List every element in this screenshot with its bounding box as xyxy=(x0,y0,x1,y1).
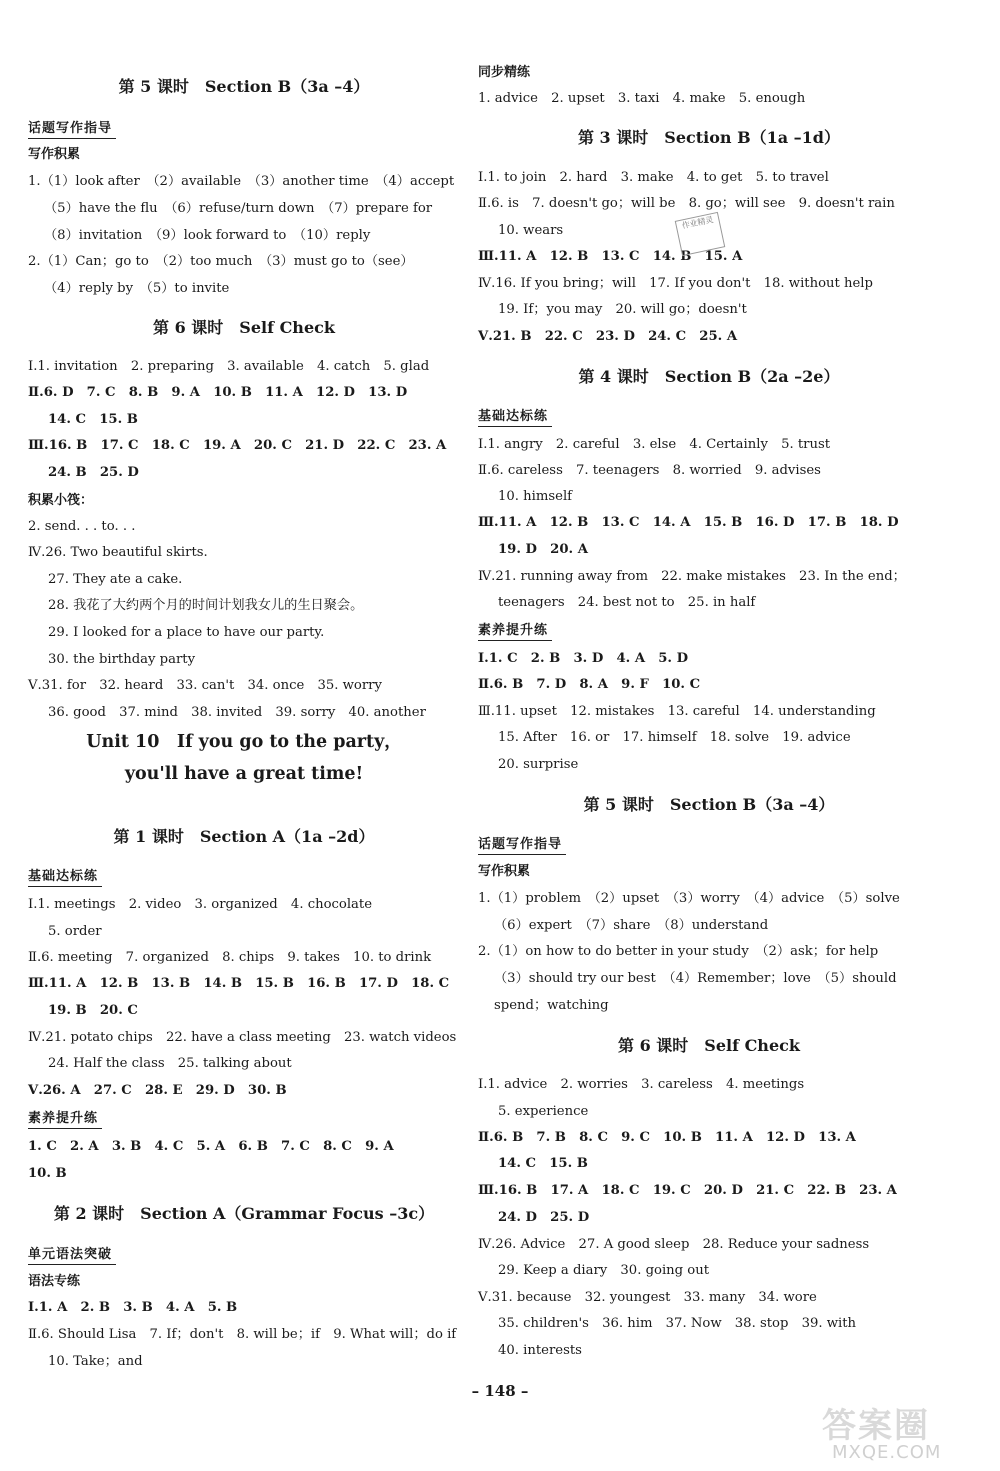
answer-line: 2.（1）Can；go to （2）too much （3）must go to（see） xyxy=(28,254,414,269)
unit-title-line1: Unit 10 If you go to the party， xyxy=(86,732,402,752)
answer-line: teenagers 24. best not to 25. in half xyxy=(498,595,756,610)
answer-line: Ⅱ.6. meeting 7. organized 8. chips 9. takes 10. to drink xyxy=(28,950,432,965)
lesson6-title: 第 6 课时 Self Check xyxy=(153,318,335,337)
answer-line: 2.（1）on how to do better in your study （2）ask；for help xyxy=(478,944,879,959)
answer-line: 19. If；you may 20. will go；doesn't xyxy=(498,302,747,317)
answer-line: Ⅱ.6. Should Lisa 7. If；don't 8. will be；if 9. What will；do if xyxy=(28,1327,457,1342)
lesson2-title: 第 2 课时 Section A（Grammar Focus –3c） xyxy=(53,1204,435,1223)
answer-line: Ⅱ.6. careless 7. teenagers 8. worried 9. advises xyxy=(478,463,821,478)
writing-guide-heading: 话题写作指导 xyxy=(478,836,566,855)
answer-line: Ⅱ.6. is 7. doesn't go；will be 8. go；will see 9. doesn't rain xyxy=(478,196,895,211)
answer-line: （5）have the flu （6）refuse/turn down （7）prepare for xyxy=(44,201,433,216)
answer-line: 36. good 37. mind 38. invited 39. sorry 40. another xyxy=(48,705,426,720)
answer-line: 27. They ate a cake. xyxy=(48,572,183,587)
answer-line: Ⅰ.1. C 2. B 3. D 4. A 5. D xyxy=(478,651,689,666)
answer-line: 24. Half the class 25. talking about xyxy=(48,1056,292,1071)
answer-line: （6）expert （7）share （8）understand xyxy=(494,918,769,933)
lesson5-title: 第 5 课时 Section B（3a –4） xyxy=(583,795,835,814)
answer-line: Ⅴ.31. because 32. youngest 33. many 34. wore xyxy=(478,1290,817,1305)
answer-line: 28. 我花了大约两个月的时间计划我女儿的生日聚会。 xyxy=(48,598,364,613)
answer-line: Ⅳ.21. running away from 22. make mistakes 23. In the end； xyxy=(478,569,906,584)
writing-guide-heading: 话题写作指导 xyxy=(28,120,116,139)
answer-line: Ⅲ.11. upset 12. mistakes 13. careful 14. understanding xyxy=(478,704,876,719)
answer-line: 24. B 25. D xyxy=(48,465,139,480)
answer-line: 24. D 25. D xyxy=(498,1210,590,1225)
site-watermark xyxy=(822,1398,992,1468)
writing-accumulation-label: 写作积累 xyxy=(478,864,531,879)
answer-line: Ⅳ.26. Two beautiful skirts. xyxy=(28,545,208,560)
answer-line: 5. order xyxy=(48,924,102,939)
answer-line: Ⅰ.1. angry 2. careful 3. else 4. Certainly 5. trust xyxy=(478,437,831,452)
answer-line: 40. interests xyxy=(498,1343,582,1358)
answer-line: 35. children's 36. him 37. Now 38. stop 39. with xyxy=(498,1316,857,1331)
answer-line: Ⅰ.1. A 2. B 3. B 4. A 5. B xyxy=(28,1300,238,1315)
answer-line: Ⅰ.1. invitation 2. preparing 3. available 4. catch 5. glad xyxy=(28,359,430,374)
answer-line: 29. I looked for a place to have our party. xyxy=(48,625,325,640)
answer-line: 10. wears xyxy=(498,223,564,238)
answer-line: （4）reply by （5）to invite xyxy=(44,281,230,296)
answer-line: 20. surprise xyxy=(498,757,579,772)
answer-line: 1.（1）problem （2）upset （3）worry （4）advice （5）solve xyxy=(478,891,900,906)
advanced-practice-heading: 素养提升练 xyxy=(28,1110,102,1129)
answer-line: Ⅱ.6. B 7. D 8. A 9. F 10. C xyxy=(478,677,701,692)
answer-line: Ⅲ.11. A 12. B 13. C 14. B 15. A xyxy=(478,249,743,264)
answer-line: Ⅱ.6. D 7. C 8. B 9. A 10. B 11. A 12. D 13. D xyxy=(28,385,408,400)
basic-practice-heading: 基础达标练 xyxy=(28,868,102,887)
answer-line: Ⅲ.16. B 17. C 18. C 19. A 20. C 21. D 22. C 23. A xyxy=(28,438,447,453)
answer-line: Ⅱ.6. B 7. B 8. C 9. C 10. B 11. A 12. D 13. A xyxy=(478,1130,856,1145)
answer-line: Ⅴ.31. for 32. heard 33. can't 34. once 35. worry xyxy=(28,678,382,693)
grammar-practice-label: 语法专练 xyxy=(28,1274,81,1289)
answer-line: 15. After 16. or 17. himself 18. solve 19. advice xyxy=(498,730,851,745)
answer-line: 10. Take；and xyxy=(48,1354,143,1369)
grammar-breakthrough-heading: 单元语法突破 xyxy=(28,1246,116,1265)
lesson1-title: 第 1 课时 Section A（1a –2d） xyxy=(113,827,375,846)
answer-line: 19. B 20. C xyxy=(48,1003,138,1018)
answer-line: 10. B xyxy=(28,1166,67,1181)
watermark-logo-text: 答案圈 xyxy=(822,1406,930,1446)
basic-practice-heading: 基础达标练 xyxy=(478,408,552,427)
answer-line: 19. D 20. A xyxy=(498,542,588,557)
page-number: – 148 – xyxy=(471,1382,529,1400)
lesson6-title: 第 6 课时 Self Check xyxy=(618,1036,800,1055)
lesson3-title: 第 3 课时 Section B（1a –1d） xyxy=(577,128,840,147)
answer-line: 5. experience xyxy=(498,1104,589,1119)
unit-title-line2: you'll have a great time! xyxy=(124,764,364,784)
answer-line: Ⅳ.16. If you bring；will 17. If you don't 18. without help xyxy=(478,276,873,291)
accumulation-tip-label: 积累小筏： xyxy=(28,493,94,508)
answer-line: Ⅴ.26. A 27. C 28. E 29. D 30. B xyxy=(28,1083,287,1098)
answer-line: Ⅲ.11. A 12. B 13. B 14. B 15. B 16. B 17. D 18. C xyxy=(28,976,450,991)
answer-line: 14. C 15. B xyxy=(48,412,138,427)
answer-line: 1. C 2. A 3. B 4. C 5. A 6. B 7. C 8. C 9. A xyxy=(28,1139,394,1154)
stamp-mark: 作业精灵 xyxy=(675,212,726,256)
writing-accumulation-label: 写作积累 xyxy=(28,147,81,162)
advanced-practice-heading: 素养提升练 xyxy=(478,622,552,641)
answer-line: （8）invitation （9）look forward to （10）reply xyxy=(44,228,371,243)
watermark-url: MXQE.COM xyxy=(832,1442,942,1463)
answer-line: 29. Keep a diary 30. going out xyxy=(498,1263,710,1278)
answer-line: Ⅲ.11. A 12. B 13. C 14. A 15. B 16. D 17. B 18. D xyxy=(478,515,899,530)
answer-line: Ⅲ.16. B 17. A 18. C 19. C 20. D 21. C 22. B 23. A xyxy=(478,1183,897,1198)
answer-line: spend；watching xyxy=(494,998,609,1013)
answer-line: 1.（1）look after （2）available （3）another time （4）accept xyxy=(28,174,455,189)
answer-line: Ⅴ.21. B 22. C 23. D 24. C 25. A xyxy=(478,329,738,344)
answer-line: Ⅰ.1. advice 2. worries 3. careless 4. meetings xyxy=(478,1077,805,1092)
answer-line: Ⅳ.26. Advice 27. A good sleep 28. Reduce your sadness xyxy=(478,1237,870,1252)
answer-line: Ⅰ.1. meetings 2. video 3. organized 4. chocolate xyxy=(28,897,373,912)
answer-line: 2. send. . . to. . . xyxy=(28,519,136,534)
answer-line: 30. the birthday party xyxy=(48,652,196,667)
sync-practice-label: 同步精练 xyxy=(478,65,531,80)
answer-line: 1. advice 2. upset 3. taxi 4. make 5. enough xyxy=(478,91,806,106)
answer-line: （3）should try our best （4）Remember；love （5）should xyxy=(494,971,897,986)
answer-line: Ⅳ.21. potato chips 22. have a class meeting 23. watch videos xyxy=(28,1030,457,1045)
answer-line: 14. C 15. B xyxy=(498,1156,588,1171)
answer-line: 10. himself xyxy=(498,489,573,504)
lesson5-title: 第 5 课时 Section B（3a –4） xyxy=(118,77,370,96)
answer-line: Ⅰ.1. to join 2. hard 3. make 4. to get 5. to travel xyxy=(478,170,829,185)
lesson4-title: 第 4 课时 Section B（2a –2e） xyxy=(578,367,840,386)
